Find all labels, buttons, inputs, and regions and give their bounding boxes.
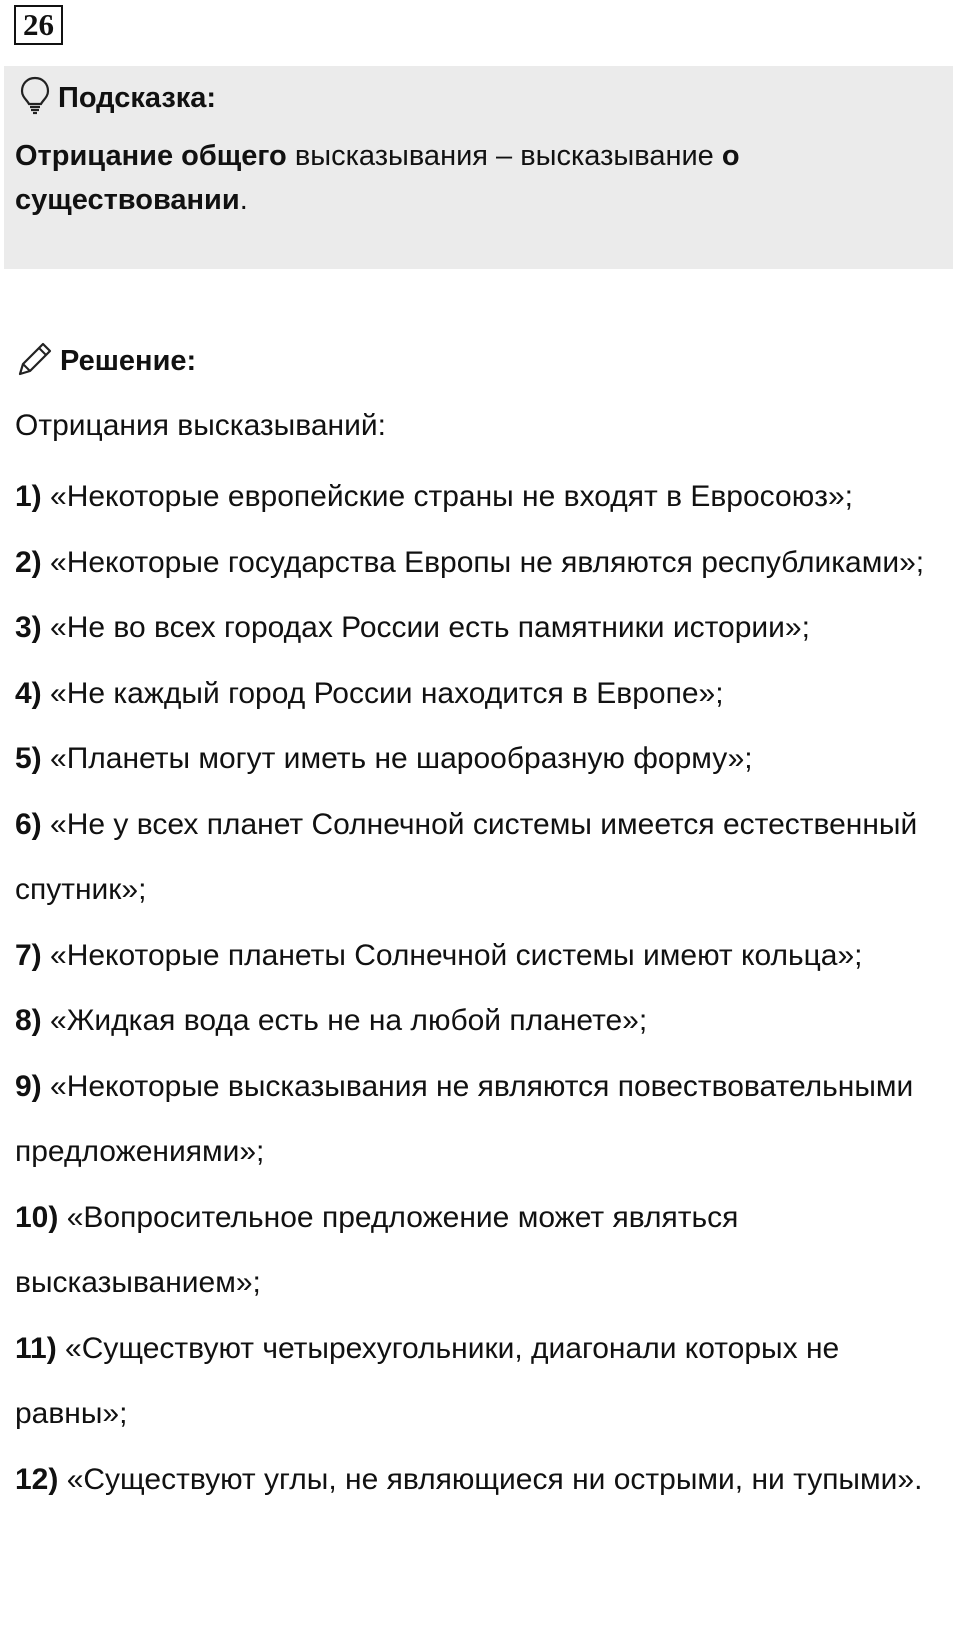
list-item bbox=[15, 792, 950, 923]
item-text: «Некоторые планеты Солнечной системы имеют кольца»; bbox=[41, 938, 863, 972]
hint-text bbox=[15, 134, 935, 222]
item-text: «Существуют углы, не являющиеся ни острыми, ни тупыми». bbox=[58, 1462, 923, 1496]
hint-header bbox=[20, 76, 216, 121]
item-number: 2) bbox=[15, 545, 42, 579]
list-item bbox=[15, 464, 950, 530]
list-item bbox=[15, 1185, 950, 1316]
hint-title: Подсказка: bbox=[58, 82, 217, 114]
hint-text-plain: высказывания – высказывание bbox=[286, 140, 722, 172]
list-item bbox=[15, 1054, 950, 1185]
list-item bbox=[15, 726, 950, 792]
hint-text-plain: . bbox=[239, 184, 248, 216]
solution-header bbox=[16, 340, 196, 383]
item-number: 3) bbox=[15, 611, 42, 644]
answer-list bbox=[15, 464, 950, 1512]
item-number: 8) bbox=[15, 1004, 42, 1037]
pencil-icon bbox=[16, 340, 54, 383]
item-number: 7) bbox=[15, 938, 42, 972]
list-item bbox=[15, 1316, 950, 1447]
item-number: 9) bbox=[15, 1069, 42, 1103]
item-number: 6) bbox=[15, 807, 42, 841]
item-text: «Вопросительное предложение может являться высказыванием»; bbox=[15, 1200, 739, 1299]
item-text: «Некоторые высказывания не являются повествовательными предложениями»; bbox=[15, 1069, 914, 1168]
hint-box bbox=[4, 66, 953, 269]
list-item bbox=[15, 1447, 950, 1513]
task-number: 26 bbox=[14, 5, 63, 45]
solution-title: Решение: bbox=[60, 345, 197, 377]
list-item bbox=[15, 595, 950, 661]
list-item bbox=[15, 661, 950, 727]
item-text: «Не каждый город России находится в Европе»; bbox=[41, 676, 724, 710]
item-number: 1) bbox=[15, 480, 42, 513]
list-item bbox=[15, 923, 950, 989]
item-number: 10) bbox=[15, 1200, 59, 1234]
list-item bbox=[15, 530, 950, 596]
hint-text-bold: о существовании bbox=[15, 140, 740, 216]
item-text: «Не у всех планет Солнечной системы имеется естественный спутник»; bbox=[15, 807, 918, 906]
item-number: 12) bbox=[15, 1462, 59, 1496]
hint-text-bold: Отрицание общего bbox=[15, 140, 287, 172]
item-number: 5) bbox=[15, 742, 42, 775]
lightbulb-icon bbox=[20, 76, 50, 121]
item-text: «Существуют четырехугольники, диагонали которых не равны»; bbox=[15, 1331, 840, 1430]
item-text: «Планеты могут иметь не шарообразную форму»; bbox=[41, 742, 753, 775]
item-text: «Некоторые европейские страны не входят в Евросоюз»; bbox=[41, 480, 853, 513]
item-text: «Жидкая вода есть не на любой планете»; bbox=[41, 1004, 648, 1037]
item-text: «Не во всех городах России есть памятники истории»; bbox=[41, 611, 810, 644]
list-item bbox=[15, 988, 950, 1054]
solution-intro: Отрицания высказываний: bbox=[15, 409, 386, 442]
item-number: 4) bbox=[15, 676, 42, 710]
item-number: 11) bbox=[15, 1331, 57, 1365]
item-text: «Некоторые государства Европы не являются республиками»; bbox=[41, 545, 925, 579]
